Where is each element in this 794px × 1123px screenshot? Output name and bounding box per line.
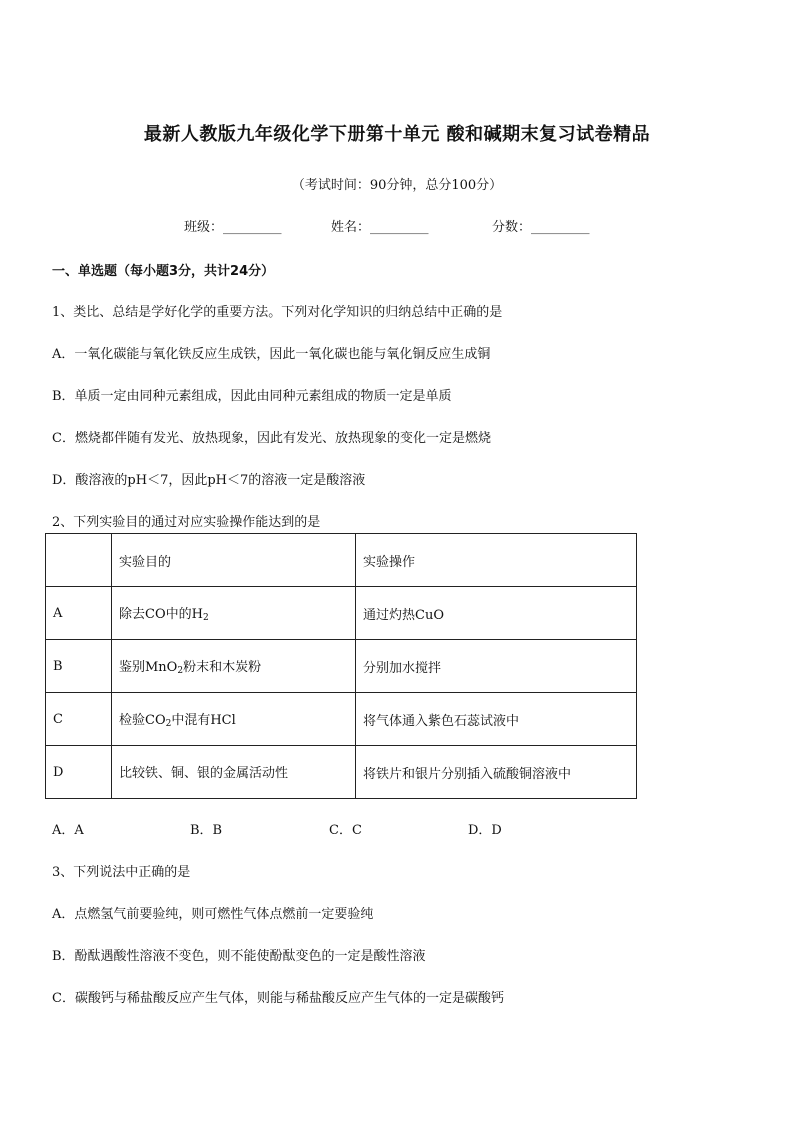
question-1-stem: 1、类比、总结是学好化学的重要方法。下列对化学知识的归纳总结中正确的是 [52, 305, 503, 320]
exam-subtitle: （考试时间：90分钟，总分100分） [291, 178, 503, 193]
goal-subscript: 2 [202, 613, 209, 623]
row-label: A [46, 587, 112, 640]
exam-title: 最新人教版九年级化学下册第十单元 酸和碱期末复习试卷精品 [143, 124, 651, 145]
question-2-option-c: C．C [329, 823, 362, 838]
experiment-operation: 将铁片和银片分别插入硫酸铜溶液中 [356, 746, 637, 799]
name-field [331, 216, 429, 235]
table-row [46, 746, 637, 799]
experiment-goal [112, 693, 356, 746]
row-label: D [46, 746, 112, 799]
goal-text-after: 粉末和木炭粉 [183, 660, 262, 675]
name-blank: _________ [370, 220, 429, 235]
goal-text: 鉴别MnO [119, 660, 178, 675]
table-header-cell: 实验目的 [112, 534, 356, 587]
question-2-option-d: D．D [468, 823, 502, 838]
table-header-row [46, 534, 637, 587]
class-label: 班级： [184, 220, 224, 235]
table-header-cell: 实验操作 [356, 534, 637, 587]
row-label: B [46, 640, 112, 693]
goal-text: 检验CO [119, 713, 166, 728]
name-label: 姓名： [331, 220, 371, 235]
score-label: 分数： [492, 220, 532, 235]
question-3-option-b: B．酚酞遇酸性溶液不变色，则不能使酚酞变色的一定是酸性溶液 [52, 949, 426, 964]
class-field [184, 216, 282, 235]
goal-text: 除去CO中的H [119, 607, 203, 622]
section-heading: 一、单选题（每小题3分，共计24分） [52, 264, 275, 279]
question-1-option-d: D．酸溶液的pH＜7，因此pH＜7的溶液一定是酸溶液 [52, 473, 366, 488]
question-2-option-b: B．B [190, 823, 223, 838]
goal-text: 比较铁、铜、银的金属活动性 [119, 766, 289, 781]
table-row [46, 587, 637, 640]
goal-subscript: 2 [165, 719, 172, 729]
question-2-stem: 2、下列实验目的通过对应实验操作能达到的是 [52, 515, 321, 530]
experiment-operation: 分别加水搅拌 [356, 640, 637, 693]
question-1-option-c: C．燃烧都伴随有发光、放热现象，因此有发光、放热现象的变化一定是燃烧 [52, 431, 491, 446]
goal-text-after: 中混有HCl [171, 713, 236, 728]
experiment-operation: 将气体通入紫色石蕊试液中 [356, 693, 637, 746]
score-field [492, 216, 590, 235]
class-blank: _________ [223, 220, 282, 235]
question-3-option-a: A．点燃氢气前要验纯，则可燃性气体点燃前一定要验纯 [52, 907, 374, 922]
score-blank: _________ [531, 220, 590, 235]
question-2-option-a: A．A [52, 823, 84, 838]
experiment-operation: 通过灼热CuO [356, 587, 637, 640]
question-3-stem: 3、下列说法中正确的是 [52, 865, 191, 880]
question-1-option-a: A．一氧化碳能与氧化铁反应生成铁，因此一氧化碳也能与氧化铜反应生成铜 [52, 347, 491, 362]
experiment-goal [112, 746, 356, 799]
experiment-goal [112, 587, 356, 640]
question-3-option-c: C．碳酸钙与稀盐酸反应产生气体，则能与稀盐酸反应产生气体的一定是碳酸钙 [52, 991, 504, 1006]
experiment-table [45, 533, 637, 799]
table-header-cell [46, 534, 112, 587]
row-label: C [46, 693, 112, 746]
experiment-goal [112, 640, 356, 693]
table-row [46, 693, 637, 746]
goal-subscript: 2 [177, 666, 184, 676]
question-1-option-b: B．单质一定由同种元素组成，因此由同种元素组成的物质一定是单质 [52, 389, 452, 404]
table-row [46, 640, 637, 693]
